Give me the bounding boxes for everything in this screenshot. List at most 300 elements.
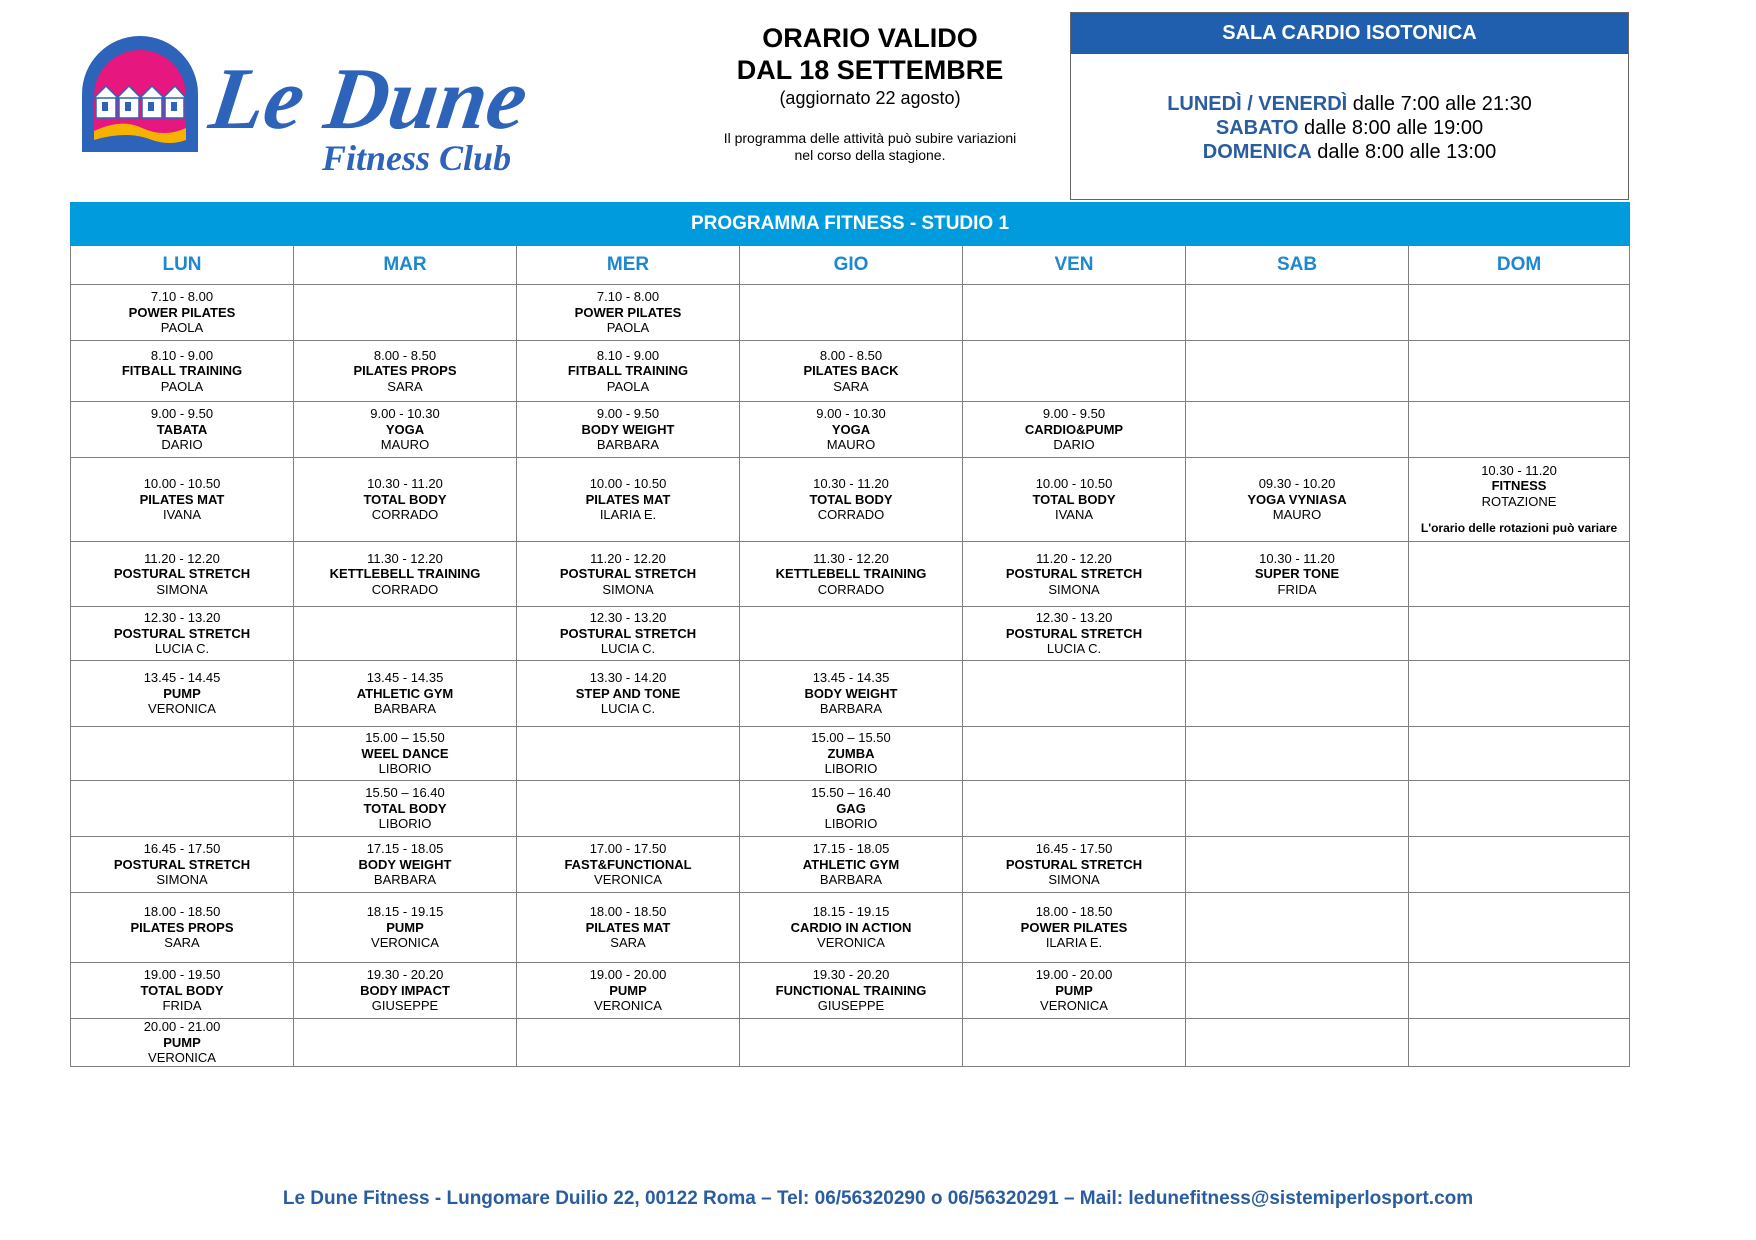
class-slot	[963, 476, 1185, 523]
class-time: 17.00 - 17.50	[589, 841, 667, 857]
class-slot	[294, 904, 516, 951]
schedule-cell	[517, 285, 740, 341]
schedule-cell	[517, 661, 740, 727]
schedule-cell	[71, 963, 294, 1019]
class-time: 10.00 - 10.50	[143, 476, 221, 492]
class-slot	[294, 551, 516, 598]
instructor-name: LIBORIO	[378, 761, 432, 777]
class-name: STEP AND TONE	[575, 685, 681, 701]
schedule-cell	[740, 542, 963, 607]
class-time: 7.10 - 8.00	[596, 289, 660, 305]
day-header: VEN	[963, 246, 1186, 285]
class-name: BODY WEIGHT	[581, 421, 675, 437]
schedule-cell	[1186, 727, 1409, 781]
schedule-cell	[963, 781, 1186, 837]
schedule-cell	[294, 402, 517, 458]
class-time: 8.00 - 8.50	[373, 347, 437, 363]
schedule-cell	[294, 781, 517, 837]
day-header: LUN	[71, 246, 294, 285]
schedule-cell	[963, 727, 1186, 781]
class-time: 13.45 - 14.35	[366, 670, 444, 686]
instructor-name: LUCIA C.	[600, 701, 656, 717]
instructor-name: VERONICA	[148, 701, 216, 717]
class-time: 15.50 – 16.40	[365, 785, 445, 801]
instructor-name: VERONICA	[1040, 998, 1108, 1014]
sala-cardio-hours	[1071, 92, 1628, 164]
class-name: POSTURAL STRETCH	[1005, 566, 1143, 582]
schedule-row	[71, 963, 1630, 1019]
schedule-row	[71, 837, 1630, 893]
day-header: DOM	[1409, 246, 1630, 285]
instructor-name: LIBORIO	[824, 761, 878, 777]
class-slot	[740, 785, 962, 832]
schedule-cell	[517, 727, 740, 781]
class-name: POSTURAL STRETCH	[1005, 856, 1143, 872]
class-name: POWER PILATES	[1020, 919, 1128, 935]
class-name: POWER PILATES	[574, 304, 682, 320]
instructor-name: VERONICA	[594, 998, 662, 1014]
instructor-name: PAOLA	[606, 320, 650, 336]
class-name: PILATES BACK	[803, 363, 899, 379]
schedule-cell	[1409, 837, 1630, 893]
class-name: POSTURAL STRETCH	[559, 625, 697, 641]
class-name: PILATES MAT	[585, 919, 671, 935]
schedule-cell	[963, 542, 1186, 607]
schedule-row	[71, 727, 1630, 781]
class-name: YOGA	[385, 421, 425, 437]
schedule-cell	[71, 458, 294, 542]
schedule-cell	[1409, 341, 1630, 402]
class-name: KETTLEBELL TRAINING	[775, 566, 927, 582]
class-name: SUPER TONE	[1254, 566, 1340, 582]
schedule-cell	[517, 837, 740, 893]
instructor-name: BARBARA	[819, 872, 883, 888]
class-slot	[71, 289, 293, 336]
schedule-cell	[740, 661, 963, 727]
instructor-name: IVANA	[1054, 507, 1094, 523]
schedule-row	[71, 607, 1630, 661]
class-slot	[517, 406, 739, 453]
class-slot	[740, 551, 962, 598]
class-name: PILATES MAT	[585, 491, 671, 507]
schedule-cell	[963, 285, 1186, 341]
instructor-name: FRIDA	[1277, 581, 1317, 597]
fitness-schedule-table	[70, 202, 1630, 1067]
sala-hours-days: DOMENICA	[1202, 141, 1312, 163]
class-slot	[517, 289, 739, 336]
variation-note-line2: nel corso della stagione.	[794, 147, 946, 163]
schedule-cell	[294, 542, 517, 607]
class-name: PUMP	[163, 1034, 201, 1050]
class-slot	[1409, 463, 1629, 510]
class-time: 8.00 - 8.50	[819, 347, 883, 363]
schedule-cell	[963, 661, 1186, 727]
schedule-cell	[1409, 285, 1630, 341]
schedule-cell	[517, 458, 740, 542]
class-time: 10.30 - 11.20	[1481, 462, 1557, 478]
instructor-name: SIMONA	[156, 872, 208, 888]
class-time: 8.10 - 9.00	[596, 347, 660, 363]
class-name: CARDIO IN ACTION	[790, 919, 912, 935]
class-slot	[517, 841, 739, 888]
class-name: PUMP	[386, 919, 424, 935]
class-time: 11.20 - 12.20	[144, 550, 220, 566]
schedule-row	[71, 893, 1630, 963]
class-time: 10.30 - 11.20	[367, 476, 443, 492]
class-slot	[294, 967, 516, 1014]
schedule-cell	[71, 285, 294, 341]
schedule-row	[71, 341, 1630, 402]
class-slot	[517, 551, 739, 598]
class-name: FUNCTIONAL TRAINING	[775, 982, 927, 998]
instructor-name: SIMONA	[602, 581, 654, 597]
le-dune-logo	[82, 36, 582, 196]
instructor-name: SIMONA	[156, 581, 208, 597]
schedule-cell	[963, 1019, 1186, 1067]
schedule-cell	[517, 607, 740, 661]
class-slot	[294, 348, 516, 395]
schedule-cell	[294, 285, 517, 341]
schedule-cell	[740, 607, 963, 661]
schedule-row	[71, 781, 1630, 837]
class-name: ZUMBA	[827, 745, 875, 761]
schedule-cell	[294, 341, 517, 402]
sala-hours-line	[1071, 116, 1628, 140]
schedule-cell	[294, 837, 517, 893]
schedule-cell	[1186, 781, 1409, 837]
class-slot	[740, 348, 962, 395]
class-time: 10.00 - 10.50	[1035, 476, 1113, 492]
class-time: 19.00 - 20.00	[589, 967, 667, 983]
schedule-cell	[1186, 285, 1409, 341]
class-slot	[740, 730, 962, 777]
class-time: 10.00 - 10.50	[589, 476, 667, 492]
schedule-cell	[740, 285, 963, 341]
class-name: KETTLEBELL TRAINING	[329, 566, 481, 582]
schedule-cell	[71, 1019, 294, 1067]
schedule-cell	[517, 963, 740, 1019]
class-time: 8.10 - 9.00	[150, 347, 214, 363]
class-name: WEEL DANCE	[361, 745, 449, 761]
schedule-cell	[963, 341, 1186, 402]
validity-title-line2: DAL 18 SETTEMBRE	[736, 55, 1004, 85]
schedule-cell	[1186, 341, 1409, 402]
sala-hours-days: SABATO	[1215, 117, 1299, 139]
class-name: YOGA VYNIASA	[1247, 491, 1347, 507]
instructor-name: LUCIA C.	[154, 641, 210, 657]
schedule-cell	[71, 661, 294, 727]
class-time: 13.30 - 14.20	[589, 670, 667, 686]
updated-date: (aggiornato 22 agosto)	[779, 88, 961, 108]
class-slot	[740, 670, 962, 717]
instructor-name: BARBARA	[819, 701, 883, 717]
class-time: 13.45 - 14.35	[812, 670, 890, 686]
schedule-row	[71, 661, 1630, 727]
schedule-cell	[1186, 458, 1409, 542]
class-slot	[71, 476, 293, 523]
instructor-name: CORRADO	[817, 581, 885, 597]
class-time: 15.50 – 16.40	[811, 785, 891, 801]
schedule-cell	[71, 781, 294, 837]
class-time: 18.15 - 19.15	[812, 904, 890, 920]
logo-subtitle-text: Fitness Club	[322, 138, 512, 178]
schedule-cell	[963, 607, 1186, 661]
class-time: 18.00 - 18.50	[589, 904, 667, 920]
class-name: BODY WEIGHT	[804, 685, 898, 701]
class-time: 12.30 - 13.20	[143, 610, 221, 626]
schedule-cell	[1186, 893, 1409, 963]
sala-hours-range: dalle 7:00 alle 21:30	[1347, 93, 1532, 115]
instructor-name: VERONICA	[371, 935, 439, 951]
instructor-name: VERONICA	[817, 935, 885, 951]
class-name: TOTAL BODY	[1032, 491, 1116, 507]
class-name: TOTAL BODY	[363, 800, 447, 816]
class-time: 19.00 - 20.00	[1035, 967, 1113, 983]
day-header: SAB	[1186, 246, 1409, 285]
class-slot	[963, 406, 1185, 453]
class-slot	[71, 670, 293, 717]
class-time: 19.30 - 20.20	[366, 967, 444, 983]
class-time: 17.15 - 18.05	[812, 841, 890, 857]
schedule-validity-notice	[680, 22, 1060, 164]
class-slot	[294, 476, 516, 523]
class-time: 15.00 – 15.50	[365, 730, 445, 746]
class-name: PUMP	[609, 982, 647, 998]
schedule-cell	[71, 542, 294, 607]
class-slot	[963, 967, 1185, 1014]
class-slot	[71, 904, 293, 951]
schedule-cell	[71, 893, 294, 963]
class-slot	[517, 670, 739, 717]
class-name: PILATES PROPS	[130, 919, 234, 935]
schedule-cell	[294, 1019, 517, 1067]
instructor-name: GIUSEPPE	[371, 998, 439, 1014]
schedule-cell	[517, 341, 740, 402]
class-slot	[294, 841, 516, 888]
schedule-cell	[740, 781, 963, 837]
schedule-cell	[71, 727, 294, 781]
class-slot	[71, 1019, 293, 1066]
schedule-row	[71, 285, 1630, 341]
instructor-name: ILARIA E.	[1045, 935, 1103, 951]
schedule-cell	[740, 341, 963, 402]
schedule-row	[71, 542, 1630, 607]
instructor-name: PAOLA	[160, 378, 204, 394]
schedule-cell	[1186, 1019, 1409, 1067]
class-time: 9.00 - 10.30	[816, 406, 886, 422]
class-slot	[740, 476, 962, 523]
class-slot	[517, 904, 739, 951]
class-slot	[517, 476, 739, 523]
class-slot	[740, 967, 962, 1014]
class-name: POSTURAL STRETCH	[559, 566, 697, 582]
instructor-name: GIUSEPPE	[817, 998, 885, 1014]
schedule-cell	[1409, 607, 1630, 661]
schedule-cell	[1409, 402, 1630, 458]
instructor-name: BARBARA	[596, 437, 660, 453]
class-slot	[963, 904, 1185, 951]
schedule-row	[71, 458, 1630, 542]
instructor-name: MAURO	[1272, 507, 1322, 523]
schedule-cell	[71, 607, 294, 661]
instructor-name: SIMONA	[1048, 872, 1100, 888]
instructor-name: IVANA	[162, 507, 202, 523]
class-name: YOGA	[831, 421, 871, 437]
schedule-cell	[963, 963, 1186, 1019]
instructor-name: DARIO	[161, 437, 203, 453]
schedule-cell	[1409, 963, 1630, 1019]
schedule-cell	[963, 893, 1186, 963]
schedule-cell	[294, 727, 517, 781]
class-name: TABATA	[156, 421, 208, 437]
sala-hours-range: dalle 8:00 alle 19:00	[1298, 117, 1484, 139]
class-slot	[71, 967, 293, 1014]
class-time: 18.15 - 19.15	[366, 904, 444, 920]
class-time: 20.00 - 21.00	[143, 1019, 221, 1035]
sala-cardio-box	[1070, 12, 1629, 200]
schedule-cell	[294, 963, 517, 1019]
class-time: 11.20 - 12.20	[1036, 550, 1112, 566]
day-header: MAR	[294, 246, 517, 285]
instructor-name: CORRADO	[371, 581, 439, 597]
instructor-name: BARBARA	[373, 701, 437, 717]
schedule-cell	[963, 402, 1186, 458]
instructor-name: SARA	[164, 935, 200, 951]
instructor-name: VERONICA	[594, 872, 662, 888]
class-name: PILATES PROPS	[353, 363, 457, 379]
instructor-name: PAOLA	[160, 320, 204, 336]
schedule-cell	[71, 837, 294, 893]
class-time: 7.10 - 8.00	[150, 289, 214, 305]
class-slot	[294, 785, 516, 832]
class-time: 16.45 - 17.50	[143, 841, 221, 857]
class-name: FITNESS	[1491, 478, 1547, 493]
instructor-name: ROTAZIONE	[1481, 493, 1557, 509]
schedule-cell	[1409, 1019, 1630, 1067]
schedule-cell	[71, 341, 294, 402]
footer-contact: Le Dune Fitness - Lungomare Duilio 22, 00122 Roma – Tel: 06/56320290 o 06/56320291 – Mail: ledunefitness@sistemiperlosport.com	[282, 1188, 1474, 1209]
instructor-name: SARA	[610, 935, 646, 951]
schedule-body	[71, 285, 1630, 1067]
schedule-cell	[963, 837, 1186, 893]
class-slot	[963, 610, 1185, 657]
schedule-cell	[740, 727, 963, 781]
schedule-row	[71, 1019, 1630, 1067]
schedule-cell	[1186, 963, 1409, 1019]
schedule-cell	[517, 542, 740, 607]
class-time: 11.30 - 12.20	[813, 550, 889, 566]
schedule-cell	[1409, 781, 1630, 837]
instructor-name: DARIO	[1053, 437, 1095, 453]
schedule-cell	[517, 781, 740, 837]
class-slot	[294, 670, 516, 717]
class-time: 18.00 - 18.50	[1035, 904, 1113, 920]
class-slot	[963, 551, 1185, 598]
instructor-name: FRIDA	[162, 998, 202, 1014]
class-time: 10.30 - 11.20	[813, 476, 889, 492]
class-name: PILATES MAT	[139, 491, 225, 507]
schedule-cell	[1186, 661, 1409, 727]
instructor-name: VERONICA	[148, 1050, 216, 1066]
instructor-name: MAURO	[826, 437, 876, 453]
class-slot	[71, 610, 293, 657]
instructor-name: ILARIA E.	[599, 507, 657, 523]
class-slot	[963, 841, 1185, 888]
schedule-cell	[294, 607, 517, 661]
class-name: BODY WEIGHT	[358, 856, 452, 872]
sala-hours-days: LUNEDÌ / VENERDÌ	[1167, 93, 1348, 115]
schedule-cell	[517, 893, 740, 963]
schedule-cell	[740, 837, 963, 893]
class-name: ATHLETIC GYM	[356, 685, 454, 701]
class-time: 09.30 - 10.20	[1258, 476, 1336, 492]
schedule-row	[71, 402, 1630, 458]
schedule-cell	[1409, 727, 1630, 781]
class-slot	[71, 551, 293, 598]
rotation-note: L'orario delle rotazioni può variare	[1420, 521, 1618, 535]
schedule-cell	[294, 458, 517, 542]
class-slot	[517, 610, 739, 657]
schedule-cell	[740, 458, 963, 542]
instructor-name: PAOLA	[606, 378, 650, 394]
instructor-name: LIBORIO	[378, 816, 432, 832]
class-name: POSTURAL STRETCH	[113, 566, 251, 582]
instructor-name: LUCIA C.	[1046, 641, 1102, 657]
class-name: POWER PILATES	[128, 304, 236, 320]
schedule-cell	[740, 1019, 963, 1067]
variation-note	[680, 130, 1060, 164]
class-slot	[71, 406, 293, 453]
sala-cardio-title: SALA CARDIO ISOTONICA	[1071, 13, 1628, 54]
schedule-cell	[71, 402, 294, 458]
schedule-cell	[1186, 607, 1409, 661]
class-slot	[740, 904, 962, 951]
instructor-name: MAURO	[380, 437, 430, 453]
class-time: 17.15 - 18.05	[366, 841, 444, 857]
schedule-cell	[517, 402, 740, 458]
class-name: ATHLETIC GYM	[802, 856, 900, 872]
class-slot	[71, 841, 293, 888]
variation-note-line1: Il programma delle attività può subire variazioni	[723, 130, 1017, 146]
class-slot	[1186, 551, 1408, 598]
validity-title-line1: ORARIO VALIDO	[762, 23, 978, 53]
class-name: BODY IMPACT	[360, 982, 450, 998]
class-name: TOTAL BODY	[140, 982, 224, 998]
schedule-cell	[740, 402, 963, 458]
class-time: 9.00 - 9.50	[150, 406, 214, 422]
schedule-cell	[294, 661, 517, 727]
class-time: 9.00 - 9.50	[1042, 406, 1106, 422]
schedule-cell	[740, 963, 963, 1019]
class-time: 10.30 - 11.20	[1259, 550, 1335, 566]
class-name: POSTURAL STRETCH	[1005, 625, 1143, 641]
class-name: CARDIO&PUMP	[1024, 421, 1124, 437]
schedule-cell	[517, 1019, 740, 1067]
instructor-name: CORRADO	[817, 507, 885, 523]
program-title: PROGRAMMA FITNESS - STUDIO 1	[71, 203, 1630, 246]
class-name: GAG	[836, 800, 866, 816]
instructor-name: SARA	[387, 378, 423, 394]
class-name: FAST&FUNCTIONAL	[564, 856, 692, 872]
day-header: MER	[517, 246, 740, 285]
class-time: 15.00 – 15.50	[811, 730, 891, 746]
instructor-name: LIBORIO	[824, 816, 878, 832]
sala-hours-line	[1071, 92, 1628, 116]
schedule-cell	[1409, 458, 1630, 542]
instructor-name: CORRADO	[371, 507, 439, 523]
class-name: POSTURAL STRETCH	[113, 625, 251, 641]
class-time: 12.30 - 13.20	[589, 610, 667, 626]
